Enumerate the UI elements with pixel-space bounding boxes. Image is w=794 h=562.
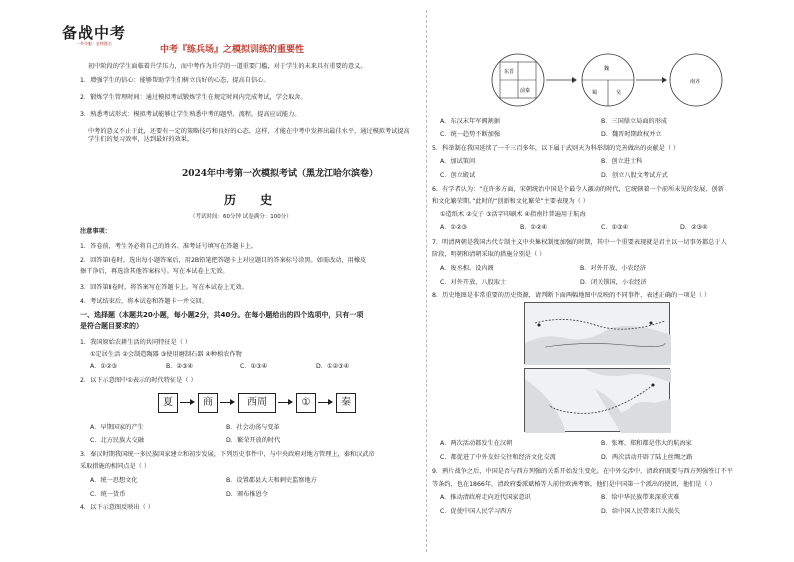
q9-option[interactable]: A．推动清政府走向近代国家意识: [440, 494, 531, 501]
q4-stem: 4．以下示意图反映出（ ）: [80, 504, 154, 511]
section-heading: 一、选择题（本题共20小题，每小题2分，共40分。在每小题给出的四个选项中，只有一项: [80, 311, 364, 319]
arrow-icon: [318, 402, 332, 403]
q5-option[interactable]: A．加试策问: [440, 158, 476, 165]
q8-option[interactable]: D．两次活动开辟了陆上丝绸之路: [601, 454, 693, 461]
map-zheng-he-drawing: [525, 369, 671, 433]
q3-option[interactable]: A．统一思想文化: [90, 477, 138, 484]
diagram-label: 蜀: [592, 90, 598, 96]
q3-option[interactable]: B．设置郡县大夫和刺史监察地方: [226, 477, 317, 484]
q6-stem: 和文化繁荣期。”此时的“创新和文化繁荣”主要表现为（ ）: [432, 198, 589, 205]
notice-heading: 注意事项：: [80, 228, 111, 235]
q6-items: ①造纸术 ②交子 ③活字印刷术 ④指南针普遍用于航海: [440, 211, 586, 218]
q4-option[interactable]: D．魏晋时期政权并立: [601, 131, 662, 138]
intro-point: 2．锻炼学生管理时间：通过模拟考试锻炼学生在规定时间内完成考试，学会取舍。: [80, 94, 307, 101]
q8-option[interactable]: A．两次活动都发生在汉朝: [440, 440, 513, 447]
arrow-icon: [278, 402, 292, 403]
q1-items: ①定居生活 ②会制造陶器 ③使用磨制石器 ④种植农作物: [90, 351, 242, 358]
q7-option[interactable]: A．废丞相、设内阁: [440, 265, 494, 272]
q2-stem: 2．以下示意图中①表示的时代特征是（ ）: [80, 377, 197, 384]
q4-option[interactable]: C．统一趋势不断加强: [440, 131, 501, 138]
q7-stem: 7．明清两朝是我国古代专制主义中央集权制度加强的时期，其中一个重要表现就是君主以一切事务都总于人: [432, 239, 727, 246]
q6-option[interactable]: A．①②③: [440, 224, 468, 231]
q7-option[interactable]: D．闭关锁国，小农经济: [580, 279, 647, 286]
q7-option[interactable]: C．对外开放，八股取士: [440, 279, 507, 286]
promo-banner: 中考『练兵场』之模拟训练的重要性: [160, 45, 305, 55]
logo-mark: 备战中考: [62, 24, 127, 42]
flow-box: ①: [296, 393, 316, 413]
dynasty-flow: [158, 393, 378, 417]
q2-option[interactable]: C．北方民族大交融: [90, 437, 144, 444]
q4-option[interactable]: A．东汉末年军阀割据: [440, 118, 500, 125]
q7-stem: 阶段，明朝和清朝采取的措施分别是（ ）: [432, 251, 546, 258]
arrow-icon: [180, 402, 194, 403]
flow-box: 秦: [336, 393, 356, 413]
q5-option[interactable]: B．创立进士科: [601, 158, 643, 165]
q9-stem: 等条约，也在1866年，清政府委派斌椿等人前往欧洲考察，他们是中国第一个派出的使团，他们是（ ）: [432, 481, 716, 488]
q2-option[interactable]: B．社会动荡与变革: [226, 424, 280, 431]
q4-option[interactable]: B．三国鼎立局面的形成: [601, 118, 668, 125]
exam-meta: （考试时间：60分钟 试卷满分：100分）: [190, 214, 292, 220]
notice-item: 擦干净后，再选涂其他答案标号。写在本试卷上无效。: [80, 268, 229, 275]
q7-option[interactable]: B．对外开放，小农经济: [580, 265, 647, 272]
q6-option[interactable]: B．①②④: [520, 224, 548, 231]
logo-subtitle: 一举夺魁 · 金榜题名: [76, 41, 112, 46]
column-divider: [426, 10, 427, 552]
logo: [62, 22, 136, 48]
notice-item: 4．考试结束后，将本试卷和答题卡一并交回。: [80, 298, 208, 305]
history-maps: [524, 302, 670, 432]
q5-option[interactable]: C．创立殿试: [440, 172, 476, 179]
q8-option[interactable]: C．都促进了中外友好交往和经济文化交流: [440, 454, 556, 461]
q9-option[interactable]: D．给中国人民带来巨大损失: [601, 508, 681, 515]
q6-option[interactable]: C．①③④: [601, 224, 629, 231]
map-silk-road: [524, 302, 670, 364]
q1-option[interactable]: C．①③④: [240, 363, 268, 370]
q9-option[interactable]: C．促使中国人民学习西方: [440, 508, 513, 515]
intro-point: 3．熟悉考试形式：模拟考试能够让学生熟悉中考的题型、流程，提高应试能力。: [80, 111, 301, 118]
q2-option[interactable]: A．早期国家的产生: [90, 424, 144, 431]
map-zheng-he: [524, 368, 670, 432]
flow-box: 商: [198, 393, 218, 413]
q9-stem: 9．鸦片战争之后，中国是否与西方列强的关系开始发生变化。在中外交涉中，清政府既要与西方列强签订不平: [432, 468, 733, 475]
q6-stem: 6．有学者认为：“在许多方面，宋朝统治中国是个最令人激动的时代，它统辖着一个前所未见的发展、创新: [432, 186, 724, 193]
intro-point: 1．增强学生的信心：能够帮助学生们树立良好的心态，提高自信心。: [80, 77, 270, 84]
q9-option[interactable]: B．给中华民族带来深重灾难: [601, 494, 680, 501]
q5-stem: 5．科举制在我国延续了一千三百多年，以下属于武则天为科举制的完善做出的贡献是（ ）: [432, 145, 680, 152]
q1-option[interactable]: D．①②③④: [316, 363, 350, 370]
flow-box: 西周: [238, 393, 276, 413]
flow-box: 夏: [158, 393, 178, 413]
q3-option[interactable]: D．颁布推恩令: [226, 491, 268, 498]
diagram-label: 吴: [616, 90, 622, 96]
q3-stem: 采取措施的相同点是（ ）: [80, 463, 151, 470]
diagram-label: 南齐: [690, 79, 701, 85]
q1-option[interactable]: B．②③④: [166, 363, 194, 370]
subject-title: 历 史: [224, 193, 283, 207]
q3-stem: 3．秦汉时期我国统一多民族国家建立和初步发展，下列历史事件中，与中央政府对地方管理上，秦和汉武帝: [80, 451, 375, 458]
q8-stem: 8．历史地图是非常重要的历史资源，请判断下面两幅地图中反映的不同事件，表述正确的一项是（ ）: [432, 292, 711, 299]
diagram-label: 前秦: [520, 88, 531, 94]
diagram-label: 东晋: [504, 69, 515, 75]
q3-option[interactable]: C．统一货币: [90, 491, 126, 498]
q6-option[interactable]: D．②③④: [680, 224, 708, 231]
q2-option[interactable]: D．繁荣开放的时代: [226, 437, 281, 444]
period-diagram: [490, 52, 768, 108]
map-silk-road-drawing: [525, 303, 671, 365]
notice-item: 2．回答第Ⅰ卷时，选出每小题答案后，用2B铅笔把答题卡上对应题目的答案标号涂黑。如需改动，用橡皮: [80, 257, 367, 264]
q8-option[interactable]: B．张骞、郑和都是伟大的航海家: [601, 440, 692, 447]
q5-option[interactable]: D．创立八股文考试方式: [601, 172, 668, 179]
q1-stem: 1．我国原始农耕生活的共同特征是（ ）: [80, 339, 192, 346]
section-heading: 是符合题目要求的）: [80, 322, 143, 330]
q1-option[interactable]: A．①②③: [90, 363, 118, 370]
diagram-label: 魏: [604, 66, 610, 72]
intro-text: 初中阶段的学生面临着升学压力，而中考作为升学的一道重要门槛，对于学生的未来具有重要的意义。: [88, 63, 367, 70]
notice-item: 3．回答第Ⅱ卷时，将答案写在答题卡上。写在本试卷上无效。: [80, 284, 248, 291]
notice-item: 1．答卷前，考生务必将自己的姓名、准考证号填写在答题卡上。: [80, 243, 258, 250]
exam-title: 2024年中考第一次模拟考试（黑龙江哈尔滨卷）: [182, 169, 379, 179]
arrow-icon: [220, 402, 234, 403]
intro-text: 中考的意义不止于此，还要有一定的策略技巧和良好的心态，这样，才能在中考中发挥出最佳水平，通过模拟考试提高学生们的复习效率，达到最好的效果。: [88, 128, 410, 143]
